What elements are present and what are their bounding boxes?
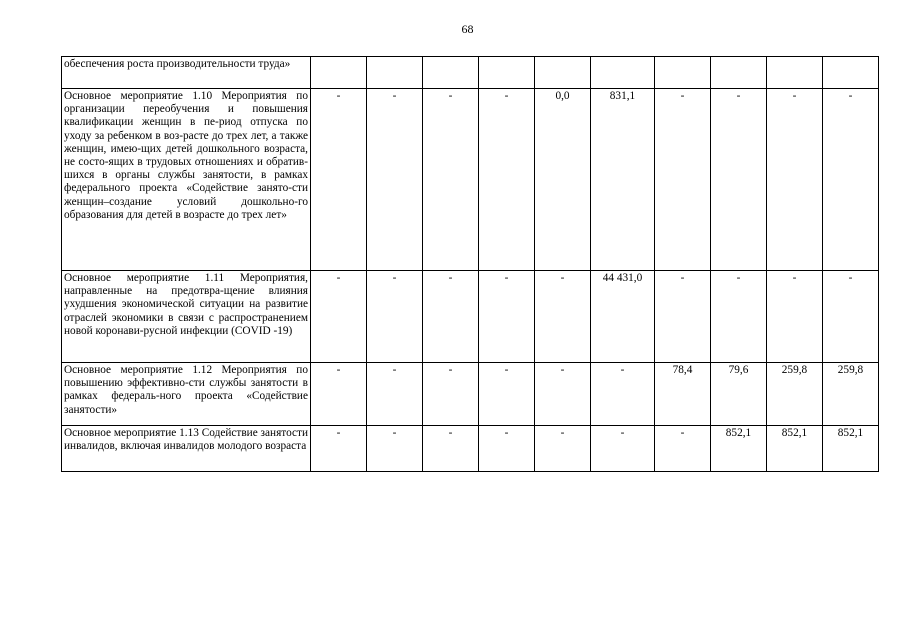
table-cell: 0,0 [535,89,591,271]
table-cell [711,57,767,89]
table-cell: - [367,363,423,426]
row-description: Основное мероприятие 1.11 Мероприятия, направленные на предотвра-щение влияния ухудшения экономической ситуации на развитие отраслей экономики в связи с распространением новой коронави-русной инфекции (COVID -19) [62,271,311,363]
table-cell: - [367,426,423,472]
table-cell: - [423,363,479,426]
row-description: обеспечения роста производительности труда» [62,57,311,89]
table-cell [767,57,823,89]
table-cell: - [655,426,711,472]
table-cell: - [535,363,591,426]
table-row [62,89,879,271]
table-cell: - [311,89,367,271]
table-cell: - [311,426,367,472]
table-cell [311,57,367,89]
table-row [62,57,879,89]
table-cell: - [367,271,423,363]
table-cell: - [823,89,879,271]
table-cell [423,57,479,89]
table-cell: - [655,271,711,363]
table-cell: - [767,89,823,271]
table-cell: - [367,89,423,271]
table-cell: - [535,271,591,363]
table-cell: - [591,426,655,472]
table-cell: - [655,89,711,271]
page-number: 68 [461,22,474,36]
table-cell: - [711,89,767,271]
table-cell [655,57,711,89]
table-cell: - [423,89,479,271]
table-cell: - [535,426,591,472]
row-description: Основное мероприятие 1.13 Содействие занятости инвалидов, включая инвалидов молодого возраста [62,426,311,472]
table-cell: - [591,363,655,426]
table-cell: 852,1 [767,426,823,472]
table-cell: 831,1 [591,89,655,271]
table-cell: 852,1 [823,426,879,472]
table-cell: - [767,271,823,363]
table-cell: 852,1 [711,426,767,472]
table-cell: - [479,271,535,363]
table-cell: - [423,271,479,363]
row-description: Основное мероприятие 1.12 Мероприятия по повышению эффективно-сти службы занятости в рамках федераль-ного проекта «Содействие занятости» [62,363,311,426]
table-cell: 44 431,0 [591,271,655,363]
table-row [62,363,879,426]
table-row [62,426,879,472]
table-cell: 259,8 [767,363,823,426]
table-cell [367,57,423,89]
table-cell [535,57,591,89]
table-cell: - [479,89,535,271]
table-cell: - [823,271,879,363]
table-cell [823,57,879,89]
row-description: Основное мероприятие 1.10 Мероприятия по организации переобучения и повышения квалификации женщин в пе-риод отпуска по уходу за ребенком в воз-расте до трех лет, а также женщин, имею-щих детей дошкольного возраста, не состо-ящих в трудовых отношениях и обратив-шихся в органы службы занятости, в рамках федерального проекта «Содействие занято-сти женщин–создание условий дошкольно-го образования для детей в возрасте до трех лет» [62,89,311,271]
table-cell: - [311,363,367,426]
budget-table [61,56,879,472]
table-cell: - [479,426,535,472]
table-cell: 78,4 [655,363,711,426]
table-cell [591,57,655,89]
table-cell: - [711,271,767,363]
table-cell: - [423,426,479,472]
table-cell: 79,6 [711,363,767,426]
table-cell: 259,8 [823,363,879,426]
table-cell [479,57,535,89]
table-cell: - [479,363,535,426]
table-row [62,271,879,363]
table-cell: - [311,271,367,363]
